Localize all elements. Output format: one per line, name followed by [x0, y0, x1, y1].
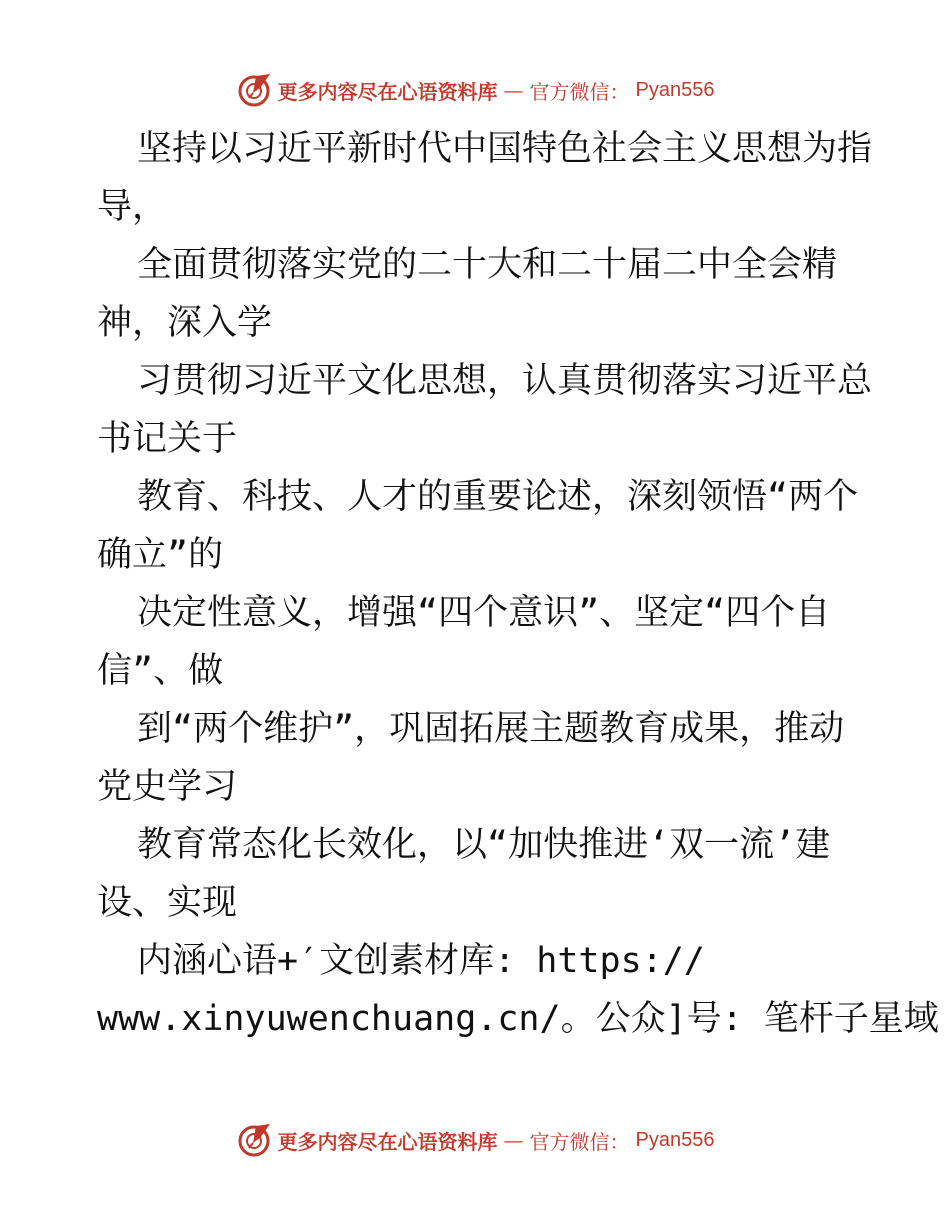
header-banner [0, 70, 950, 110]
text-line-2: 导， [97, 187, 168, 227]
footer-wechat-label: 官方微信： [529, 1129, 630, 1154]
document-body [97, 120, 939, 1048]
quill-pen-logo-icon [236, 72, 272, 108]
text-line-1: 坚持以习近平新时代中国特色社会主义思想为指 [137, 129, 873, 169]
text-line-8: 确立”的 [97, 535, 224, 575]
footer-banner [0, 1120, 950, 1160]
footer-brand-text: 更多内容尽在心语资料库 [277, 1129, 498, 1154]
text-line-12: 党史学习 [97, 767, 238, 807]
header-separator: — [503, 78, 524, 102]
text-line-4: 神，深入学 [97, 303, 273, 343]
footer-wechat-id: Pyan556 [635, 1128, 715, 1151]
footer-separator: — [503, 1128, 524, 1152]
text-line-11: 到“两个维护”，巩固拓展主题教育成果，推动 [137, 709, 845, 749]
text-line-13: 教育常态化长效化，以“加快推进‘双一流’建 [137, 825, 831, 865]
text-line-14: 设、实现 [97, 883, 238, 923]
text-line-5: 习贯彻习近平文化思想，认真贯彻落实习近平总 [137, 361, 873, 401]
quill-pen-logo-icon [236, 1122, 272, 1158]
header-brand-text: 更多内容尽在心语资料库 [277, 79, 498, 104]
text-line-6: 书记关于 [97, 419, 238, 459]
text-line-16: www.xinyuwenchuang.cn/。公众]号: 笔杆子星域 [97, 999, 939, 1039]
text-line-10: 信”、做 [97, 651, 224, 691]
text-line-7: 教育、科技、人才的重要论述，深刻领悟“两个 [137, 477, 859, 517]
text-line-3: 全面贯彻落实党的二十大和二十届二中全会精 [137, 245, 838, 285]
header-wechat-label: 官方微信： [529, 79, 630, 104]
text-line-9: 决定性意义，增强“四个意识”、坚定“四个自 [137, 593, 831, 633]
text-line-15: 内涵心语+′文创素材库: https:// [137, 941, 705, 981]
header-wechat-id: Pyan556 [635, 78, 715, 101]
